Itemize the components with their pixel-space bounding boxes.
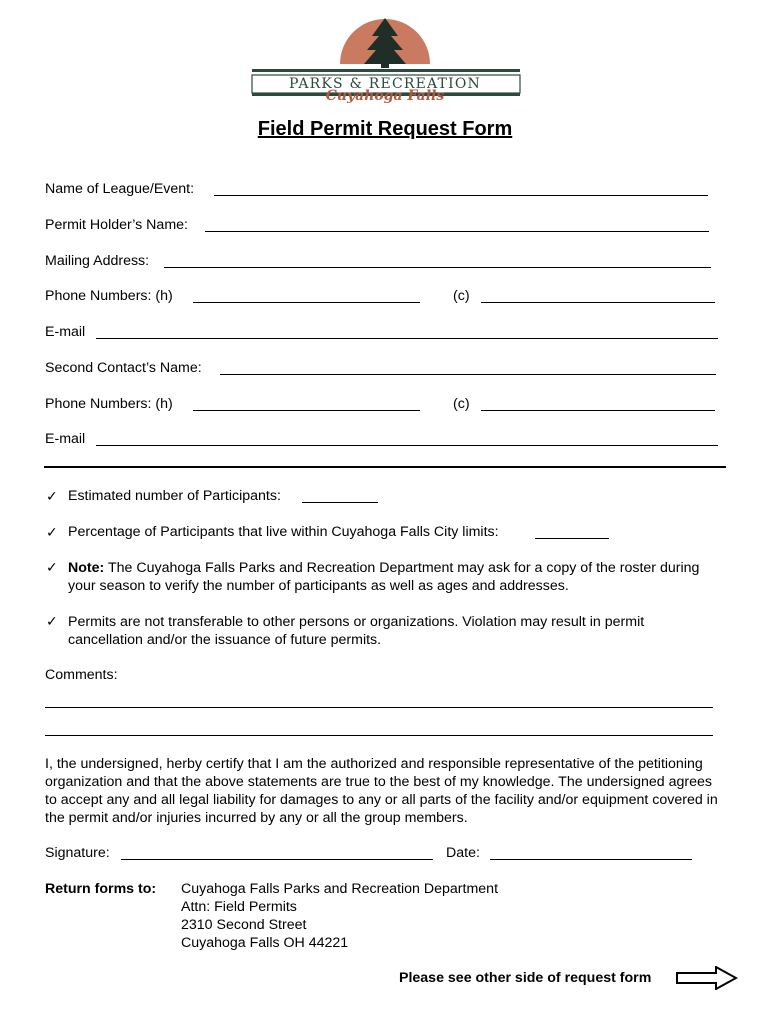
parks-logo <box>248 14 522 106</box>
section-divider <box>44 466 726 468</box>
certification-text: I, the undersigned, herby certify that I am the authorized and responsible representative of the petitioning organization and that the above statements are true to the best of my knowledge. The undersigned agrees to accept any and all legal liability for damages to any or all parts of the facility and/or equipment covered in the permit and/or injuries incurred by any or all the group members. <box>45 756 718 826</box>
signature-field[interactable] <box>121 859 433 860</box>
email-field[interactable] <box>96 338 718 339</box>
note-body: The Cuyahoga Falls Parks and Recreation Department may ask for a copy of the roster during your season to verify the number of participants as well as ages and addresses. <box>68 560 700 594</box>
page-title: Field Permit Request Form <box>257 118 513 140</box>
participants-label: Estimated number of Participants: <box>68 488 281 504</box>
percentage-field[interactable] <box>535 538 609 539</box>
note-text <box>68 559 708 595</box>
comments-line-2[interactable] <box>45 735 713 736</box>
return-label: Return forms to: <box>45 881 157 897</box>
second-home-phone-field[interactable] <box>193 410 420 411</box>
footer-note: Please see other side of request form <box>399 970 652 986</box>
league-event-label: Name of League/Event: <box>45 181 195 197</box>
date-label: Date: <box>446 845 480 861</box>
mailing-address-label: Mailing Address: <box>45 253 150 269</box>
note-label: Note: <box>68 560 105 576</box>
second-contact-field[interactable] <box>220 374 716 375</box>
email-label: E-mail <box>45 324 86 340</box>
home-phone-field[interactable] <box>193 302 420 303</box>
comments-label: Comments: <box>45 667 118 683</box>
percentage-label: Percentage of Participants that live within Cuyahoga Falls City limits: <box>68 524 499 540</box>
date-field[interactable] <box>490 859 692 860</box>
home-phone-label: Phone Numbers: (h) <box>45 288 173 304</box>
return-line-1: Cuyahoga Falls Parks and Recreation Department <box>181 881 499 897</box>
logo-org-name: PARKS & RECREATION <box>289 76 481 92</box>
permit-holder-label: Permit Holder’s Name: <box>45 217 188 233</box>
checkmark-icon: ✓ <box>46 488 58 504</box>
second-contact-label: Second Contact’s Name: <box>45 360 202 376</box>
cell-phone-field[interactable] <box>481 302 715 303</box>
mailing-address-field[interactable] <box>164 267 711 268</box>
signature-label: Signature: <box>45 845 110 861</box>
cell-phone-label: (c) <box>453 288 470 304</box>
return-line-2: Attn: Field Permits <box>181 899 297 915</box>
return-line-4: Cuyahoga Falls OH 44221 <box>181 935 349 951</box>
league-event-field[interactable] <box>214 195 708 196</box>
checkmark-icon: ✓ <box>46 559 58 575</box>
checkmark-icon: ✓ <box>46 613 58 629</box>
return-line-3: 2310 Second Street <box>181 917 307 933</box>
right-arrow-icon <box>676 966 738 994</box>
transfer-text: Permits are not transferable to other persons or organizations. Violation may result in permit cancellation and/or the issuance of future permits. <box>68 614 645 648</box>
comments-line-1[interactable] <box>45 707 713 708</box>
participants-field[interactable] <box>302 502 378 503</box>
second-cell-phone-field[interactable] <box>481 410 715 411</box>
second-cell-phone-label: (c) <box>453 396 470 412</box>
second-email-label: E-mail <box>45 431 86 447</box>
second-home-phone-label: Phone Numbers: (h) <box>45 396 173 412</box>
logo-city-script: Cuyahoga Falls <box>325 88 445 104</box>
checkmark-icon: ✓ <box>46 524 58 540</box>
second-email-field[interactable] <box>96 445 718 446</box>
permit-holder-field[interactable] <box>205 231 709 232</box>
